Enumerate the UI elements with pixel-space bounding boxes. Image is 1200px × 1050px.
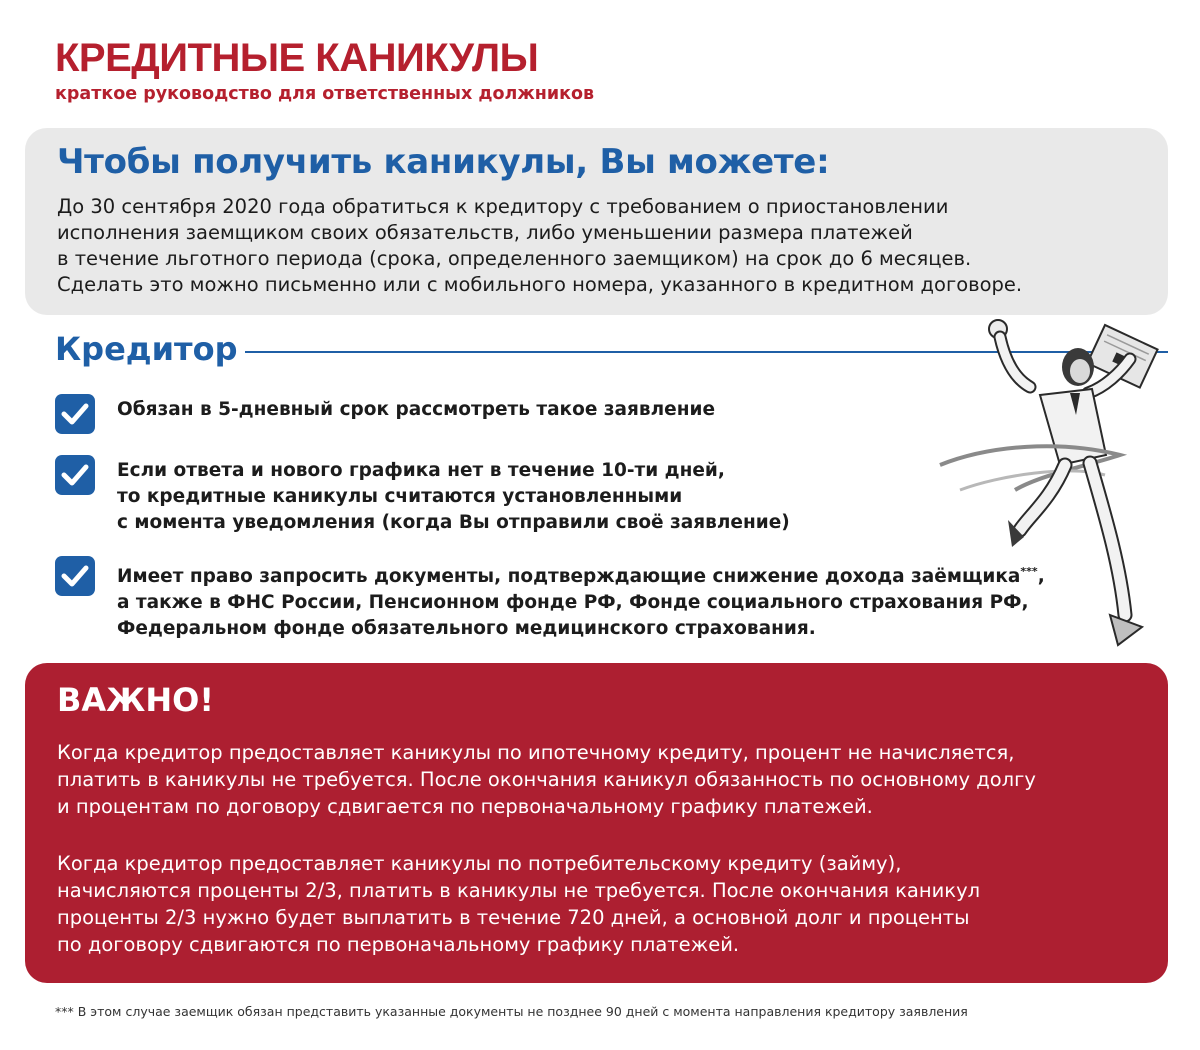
intro-line: До 30 сентября 2020 года обратиться к кредитору с требованием о приостановлении [57, 195, 949, 218]
important-line: платить в каникулы не требуется. После окончания каникул обязанность по основному долгу [57, 768, 1036, 791]
intro-line: исполнения заемщиком своих обязательств, либо уменьшении размера платежей [57, 221, 913, 244]
document-paper [1087, 325, 1157, 388]
checkbox-checked-icon [55, 394, 95, 434]
jumping-man-illustration [920, 315, 1180, 655]
checkbox-checked-icon [55, 556, 95, 596]
important-paragraph-2 [57, 850, 1157, 958]
important-line: начисляются проценты 2/3, платить в каникулы не требуется. После окончания каникул [57, 879, 981, 902]
creditor-item-text: то кредитные каникулы считаются установленными [117, 486, 683, 507]
important-heading: ВАЖНО! [57, 681, 214, 719]
creditor-item-text: с момента уведомления (когда Вы отправили своё заявление) [117, 512, 790, 533]
important-line: проценты 2/3 нужно будет выплатить в течение 720 дней, а основной долг и проценты [57, 906, 970, 929]
creditor-item-text: Если ответа и нового графика нет в течение 10-ти дней, [117, 460, 725, 481]
important-paragraph-1 [57, 739, 1157, 820]
creditor-item-text: Федеральном фонде обязательного медицинского страхования. [117, 618, 816, 640]
page-subtitle: краткое руководство для ответственных должников [55, 84, 595, 104]
page-title: КРЕДИТНЫЕ КАНИКУЛЫ [55, 36, 539, 80]
creditor-item-text: Имеет право запросить документы, подтверждающие снижение дохода заёмщика***, [117, 565, 1045, 588]
intro-heading: Чтобы получить каникулы, Вы можете: [57, 142, 830, 182]
important-line: и процентам по договору сдвигается по первоначальному графику платежей. [57, 795, 873, 818]
creditor-item-text: а также в ФНС России, Пенсионном фонде РФ, Фонде социального страхования РФ, [117, 592, 1029, 614]
important-line: по договору сдвигаются по первоначальному графику платежей. [57, 933, 740, 956]
intro-line: Сделать это можно письменно или с мобильного номера, указанного в кредитном договоре. [57, 273, 1023, 296]
important-line: Когда кредитор предоставляет каникулы по ипотечному кредиту, процент не начисляется, [57, 741, 1015, 764]
footnote: *** В этом случае заемщик обязан представить указанные документы не позднее 90 дней с момента направления кредитору заявления [55, 1004, 968, 1019]
important-line: Когда кредитор предоставляет каникулы по потребительскому кредиту (займу), [57, 852, 902, 875]
creditor-item-text: Обязан в 5-дневный срок рассмотреть такое заявление [117, 399, 716, 420]
intro-text [57, 194, 1147, 298]
important-panel [25, 663, 1168, 983]
footnote-mark: *** [1020, 565, 1038, 578]
creditor-heading: Кредитор [55, 330, 238, 368]
intro-line: в течение льготного периода (срока, определенного заемщиком) на срок до 6 месяцев. [57, 247, 972, 270]
intro-panel [25, 128, 1168, 315]
checkbox-checked-icon [55, 455, 95, 495]
